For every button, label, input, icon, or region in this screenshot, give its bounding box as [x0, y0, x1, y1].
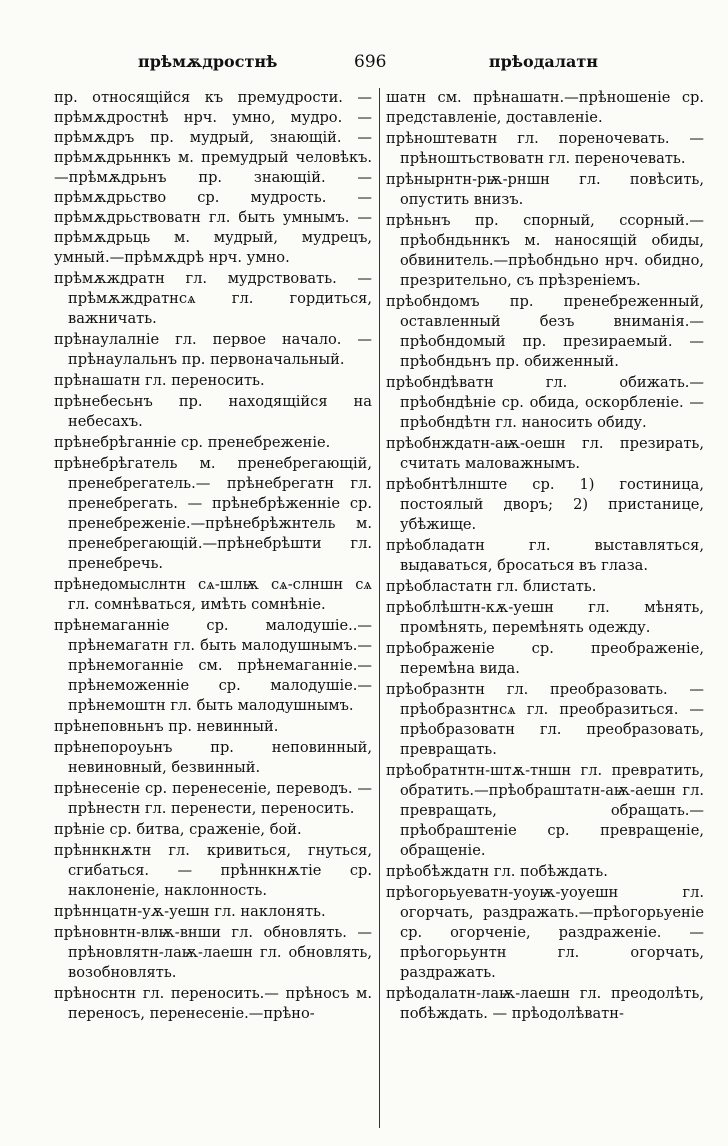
dictionary-entry: прѣодалатн-лаѭ-лаешн гл. преодолѣть, побѣждать. — прѣодолѣватн- — [386, 985, 704, 1022]
dictionary-entry: прѣобратнтн-штѫ-тншн гл. превратить, обратить.—прѣобраштатн-аѭ-аешн гл. превращать, обращать.— прѣобраштеніе ср. превращеніе, обращеніе. — [386, 762, 704, 859]
dictionary-entry: прѣнепороуьнъ пр. неповинный, невиновный, безвинный. — [54, 739, 372, 776]
dictionary-entry: прѣобнтѣлнште ср. 1) гостиница, постоялый дворъ; 2) пристанице, убѣжище. — [386, 476, 704, 533]
dictionary-entry: прѣніе ср. битва, сраженіе, бой. — [54, 821, 302, 838]
dictionary-entry: прѣогорьуеватн-уоуѭ-уоуешн гл. огорчать, раздражать.—прѣогорьуеніе ср. огорченіе, раздраженіе. — прѣогорьунтн гл. огорчать, раздражать. — [386, 884, 704, 981]
dictionary-entry: прѣобластатн гл. блистать. — [386, 578, 597, 595]
dictionary-entry: прѣмѫждратн гл. мудрствовать. — прѣмѫждратнсѧ гл. гордиться, важничать. — [54, 270, 372, 327]
dictionary-entry: прѣновнтн-влѭ-внши гл. обновлять. —прѣновлятн-лаѭ-лаешн гл. обновлять, возобновлять. — [54, 924, 372, 981]
dictionary-entry: прѣобндѣватн гл. обижать.—прѣобндѣніе ср. обида, оскорбленіе. — прѣобндѣтн гл. наносить обиду. — [386, 374, 704, 431]
dictionary-entry: прѣнедомыслнтн сѧ-шлѭ сѧ-слншн сѧ гл. сомнѣваться, имѣть сомнѣніе. — [54, 576, 372, 613]
page-number: 696 — [354, 52, 387, 72]
dictionary-entry: прѣнашатн гл. переносить. — [54, 372, 265, 389]
dictionary-entry: прѣнебесьнъ пр. находящійся на небесахъ. — [54, 393, 372, 430]
text-columns — [54, 88, 706, 1138]
running-header — [54, 52, 706, 78]
dictionary-entry: прѣноснтн гл. переносить.— прѣносъ м. переносъ, перенесеніе.—прѣно- — [54, 985, 372, 1022]
dictionary-entry: прѣнаулалніе гл. первое начало. — прѣнаулальнъ пр. первоначальный. — [54, 331, 372, 368]
dictionary-entry: шатн см. прѣнашатн.—прѣношеніе ср. представленіе, доставленіе. — [386, 89, 704, 126]
right-column — [386, 88, 704, 1025]
dictionary-entry: прѣоблѣштн-кѫ-уешн гл. мѣнять, промѣнять, перемѣнять одежду. — [386, 599, 704, 636]
dictionary-entry: прѣобнждатн-аѭ-оешн гл. презирать, считать маловажнымъ. — [386, 435, 704, 472]
dictionary-entry: прѣнеповньнъ пр. невинный. — [54, 718, 279, 735]
dictionary-entry: прѣнебрѣганніе ср. пренебреженіе. — [54, 434, 331, 451]
dictionary-entry: прѣображеніе ср. преображеніе, перемѣна вида. — [386, 640, 704, 677]
header-right-word: прѣодалатн — [488, 52, 598, 71]
dictionary-entry: прѣннцатн-уѫ-уешн гл. наклонять. — [54, 903, 326, 920]
dictionary-entry: прѣнырнтн-рѭ-рншн гл. повѣсить, опустить внизъ. — [386, 171, 704, 208]
dictionary-entry: прѣобладатн гл. выставляться, выдаваться, бросаться въ глаза. — [386, 537, 704, 574]
dictionary-entry: прѣннкнѫтн гл. кривиться, гнуться, сгибаться. — прѣннкнѫтіе ср. наклоненіе, наклонность. — [54, 842, 372, 899]
header-left-word: прѣмѫдростнѣ — [138, 52, 278, 71]
dictionary-entry: прѣнесеніе ср. перенесеніе, переводъ. —прѣнестн гл. перенести, переносить. — [54, 780, 372, 817]
dictionary-entry: прѣнебрѣгатель м. пренебрегающій, пренебрегатель.— прѣнебрегатн гл. пренебрегать. — прѣнебрѣженніе ср. пренебреженіе.—прѣнебрѣжнтель м. пренебрегающій.—прѣнебрѣшти гл. пренебречь. — [54, 455, 372, 572]
dictionary-entry: прѣноштеватн гл. пореночевать. — прѣноштьствоватн гл. переночевать. — [386, 130, 704, 167]
column-divider — [379, 88, 380, 1128]
dictionary-entry: прѣобѣждатн гл. побѣждать. — [386, 863, 608, 880]
dictionary-entry: прѣнемаганніе ср. малодушіе..—прѣнемагатн гл. быть малодушнымъ.— прѣнемоганніе см. прѣнемаганніе.— прѣнеможенніе ср. малодушіе.—прѣнемоштн гл. быть малодушнымъ. — [54, 617, 372, 714]
dictionary-entry: пр. относящійся къ премудрости. —прѣмѫдростнѣ нрч. умно, мудро. — прѣмѫдръ пр. мудрый, знающій. — прѣмѫдрьннкъ м. премудрый человѣкъ.—прѣмѫдрьнъ пр. знающій. — прѣмѫдрьство ср. мудрость. — прѣмѫдрьствоватн гл. быть умнымъ. —прѣмѫдрьць м. мудрый, мудрецъ, умный.—прѣмѫдрѣ нрч. умно. — [54, 89, 372, 266]
left-column — [54, 88, 372, 1025]
dictionary-entry: прѣобразнтн гл. преобразовать. — прѣобразнтнсѧ гл. преобразиться. —прѣобразоватн гл. преобразовать, превращать. — [386, 681, 704, 758]
dictionary-entry: прѣньнъ пр. спорный, ссорный.—прѣобндьннкъ м. наносящій обиды, обвинитель.—прѣобндьно нрч. обидно, презрительно, съ прѣзреніемъ. — [386, 212, 704, 289]
dictionary-entry: прѣобндомъ пр. пренебреженный, оставленный безъ вниманія.—прѣобндомый пр. презираемый. — прѣобндьнъ пр. обиженный. — [386, 293, 704, 370]
